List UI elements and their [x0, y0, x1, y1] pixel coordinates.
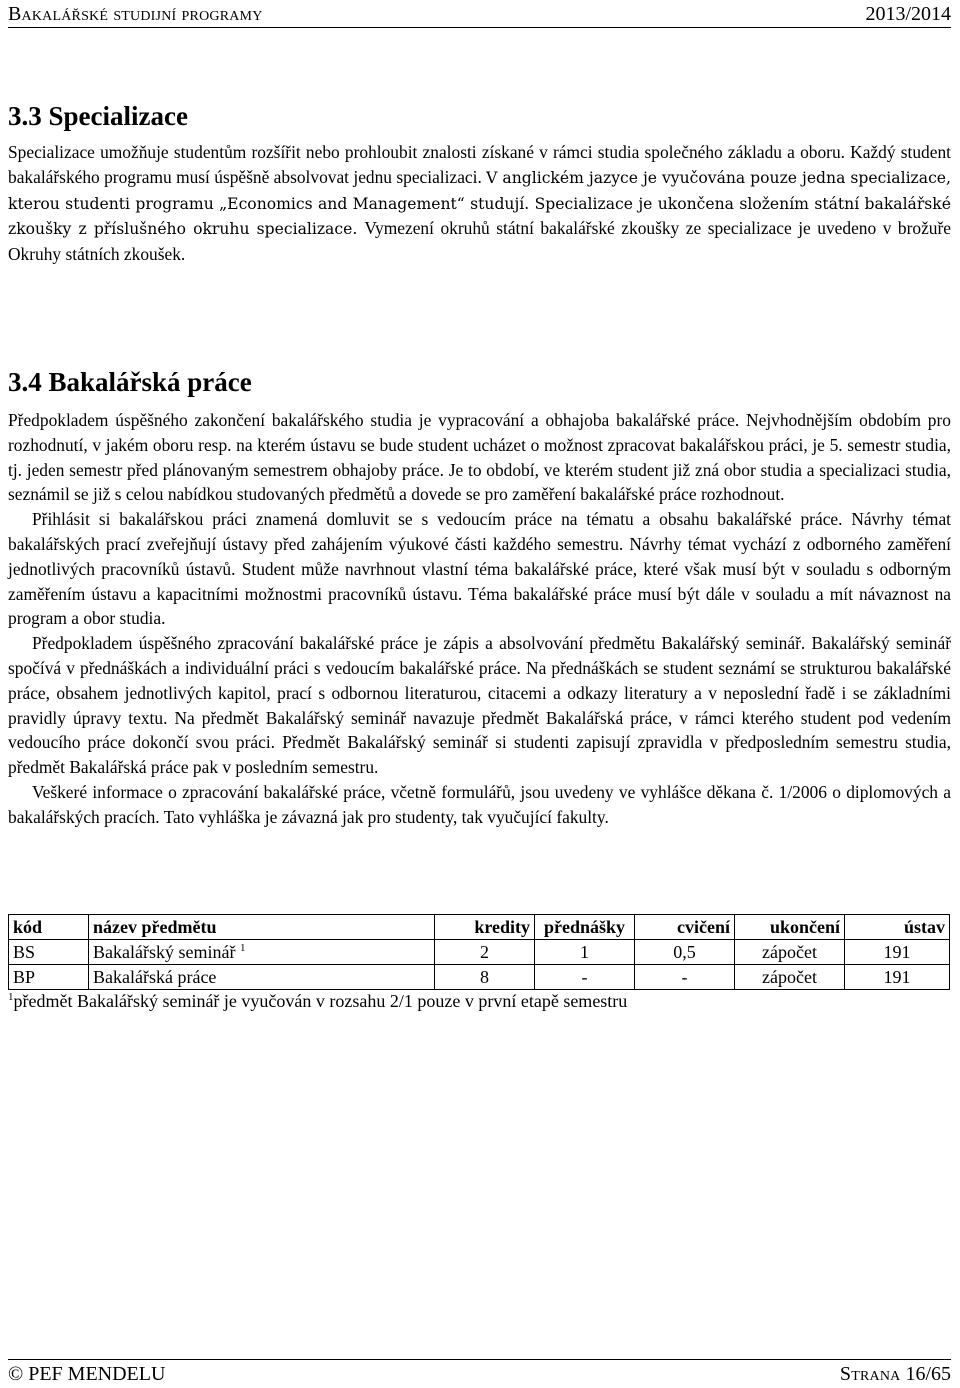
text-run: Specializace umožňuje studentům rozšířit nebo prohloubit znalosti získané v rámci studia společného základu a oboru. Každý student bakalářského programu musí úspěšně absolvovat jednu specializaci. [8, 142, 951, 187]
cell-kredity: 8 [435, 965, 535, 990]
column-header: cvičení [635, 915, 735, 940]
running-footer [8, 1359, 951, 1388]
cell-kod: BS [9, 940, 89, 965]
cell-prednasky: - [535, 965, 635, 990]
cell-cviceni: 0,5 [635, 940, 735, 965]
cell-ustav: 191 [845, 940, 950, 965]
footer-page [840, 1363, 951, 1386]
course-table [8, 914, 950, 990]
header-title: Bakalářské studijní programy [8, 3, 263, 25]
column-header: přednášky [535, 915, 635, 940]
paragraph: Přihlásit si bakalářskou práci znamená domluvit se s vedoucím práce na tématu a obsahu bakalářské práce. Návrhy témat bakalářských prací zveřejňují ústavy před zahájením výukové části každého semestru. Návrhy témat vychází z odborného zaměření jednotlivých pracovníků ústavů. Student může navrhnout vlastní téma bakalářské práce, které však musí být v souladu s odborným zaměřením ústavu a kapacitními možnostmi pracovníků ústavu. Téma bakalářské práce musí být dále v souladu a mít návaznost na program a obor studia. [8, 509, 951, 629]
footnote [8, 990, 627, 1012]
table-header-row [9, 915, 950, 940]
text-run: Vymezení okruhů státní bakalářské zkoušky ze specializace je uvedeno v brožuře Okruhy státních zkoušek. [8, 218, 952, 265]
section-heading-specializace: 3.3 Specializace [8, 101, 188, 131]
column-header: ústav [845, 915, 950, 940]
column-header: kredity [435, 915, 535, 940]
cell-nazev [89, 940, 435, 965]
paragraph: Veškeré informace o zpracování bakalářské práce, včetně formulářů, jsou uvedeny ve vyhlášce děkana č. 1/2006 o diplomových a bakalářských pracích. Tato vyhláška je závazná jak pro studenty, tak vyučující fakulty. [8, 781, 951, 827]
footnote-text: předmět Bakalářský seminář je vyučován v rozsahu 2/1 pouze v první etapě semestru [13, 991, 628, 1011]
running-header [8, 0, 951, 28]
table-row [9, 940, 950, 965]
column-header: kód [9, 915, 89, 940]
section-body-specializace [8, 140, 951, 267]
paragraph [8, 140, 951, 267]
footnote-mark: 1 [8, 991, 14, 1003]
text-run: Specializace je ukončena složením státní bakalářské zkoušky z příslušného okruhu specializace. [8, 194, 951, 239]
course-name: Bakalářský seminář [93, 941, 236, 962]
text-run: V anglickém jazyce je vyučována pouze jedna specializace, kterou studenti programu „Economics and Management“ studují. [8, 168, 951, 213]
cell-prednasky: 1 [535, 940, 635, 965]
table-row [9, 965, 950, 990]
section-heading-bakalarska-prace: 3.4 Bakalářská práce [8, 367, 252, 397]
footer-page-label: Strana [839, 1362, 901, 1385]
cell-ukonceni: zápočet [735, 940, 845, 965]
footer-page-number: 16/65 [905, 1362, 951, 1385]
footnote-marker: 1 [239, 941, 246, 954]
cell-ustav: 191 [845, 965, 950, 990]
column-header: název předmětu [89, 915, 435, 940]
cell-ukonceni: zápočet [735, 965, 845, 990]
footer-copyright: © PEF MENDELU [8, 1362, 166, 1385]
cell-kredity: 2 [435, 940, 535, 965]
column-header: ukončení [735, 915, 845, 940]
section-body-bakalarska-prace [8, 408, 951, 830]
cell-nazev: Bakalářská práce [89, 965, 435, 990]
cell-cviceni: - [635, 965, 735, 990]
header-year: 2013/2014 [865, 3, 951, 25]
paragraph: Předpokladem úspěšného zpracování bakalářské práce je zápis a absolvování předmětu Bakalářský seminář. Bakalářský seminář spočívá v přednáškách a individuální práci s vedoucím bakalářské práce. Na přednáškách se student seznámí se strukturou bakalářské práce, obsahem jednotlivých kapitol, prací s odbornou literaturou, citacemi a odkazy literatury a v neposlední řadě i se základními pravidly úpravy textu. Na předmět Bakalářský seminář navazuje předmět Bakalářská práce, v rámci kterého student pod vedením vedoucího práce dokončí svou práci. Předmět Bakalářský seminář si studenti zapisují zpravidla v předposledním semestru studia, předmět Bakalářská práce pak v posledním semestru. [8, 633, 951, 778]
cell-kod: BP [9, 965, 89, 990]
paragraph: Předpokladem úspěšného zakončení bakalářského studia je vypracování a obhajoba bakalářské práce. Nejvhodnějším obdobím pro rozhodnutí, v jakém oboru resp. na kterém ústavu se bude student ucházet o možnost zpracovat bakalářskou práci, je 5. semestr studia, tj. jeden semestr před plánovaným semestrem obhajoby práce. Je to období, ve kterém student již zná obor studia a specializaci studia, seznámil se již s celou nabídkou studovaných předmětů a dovede se pro zaměření bakalářské práce rozhodnout. [8, 410, 951, 505]
